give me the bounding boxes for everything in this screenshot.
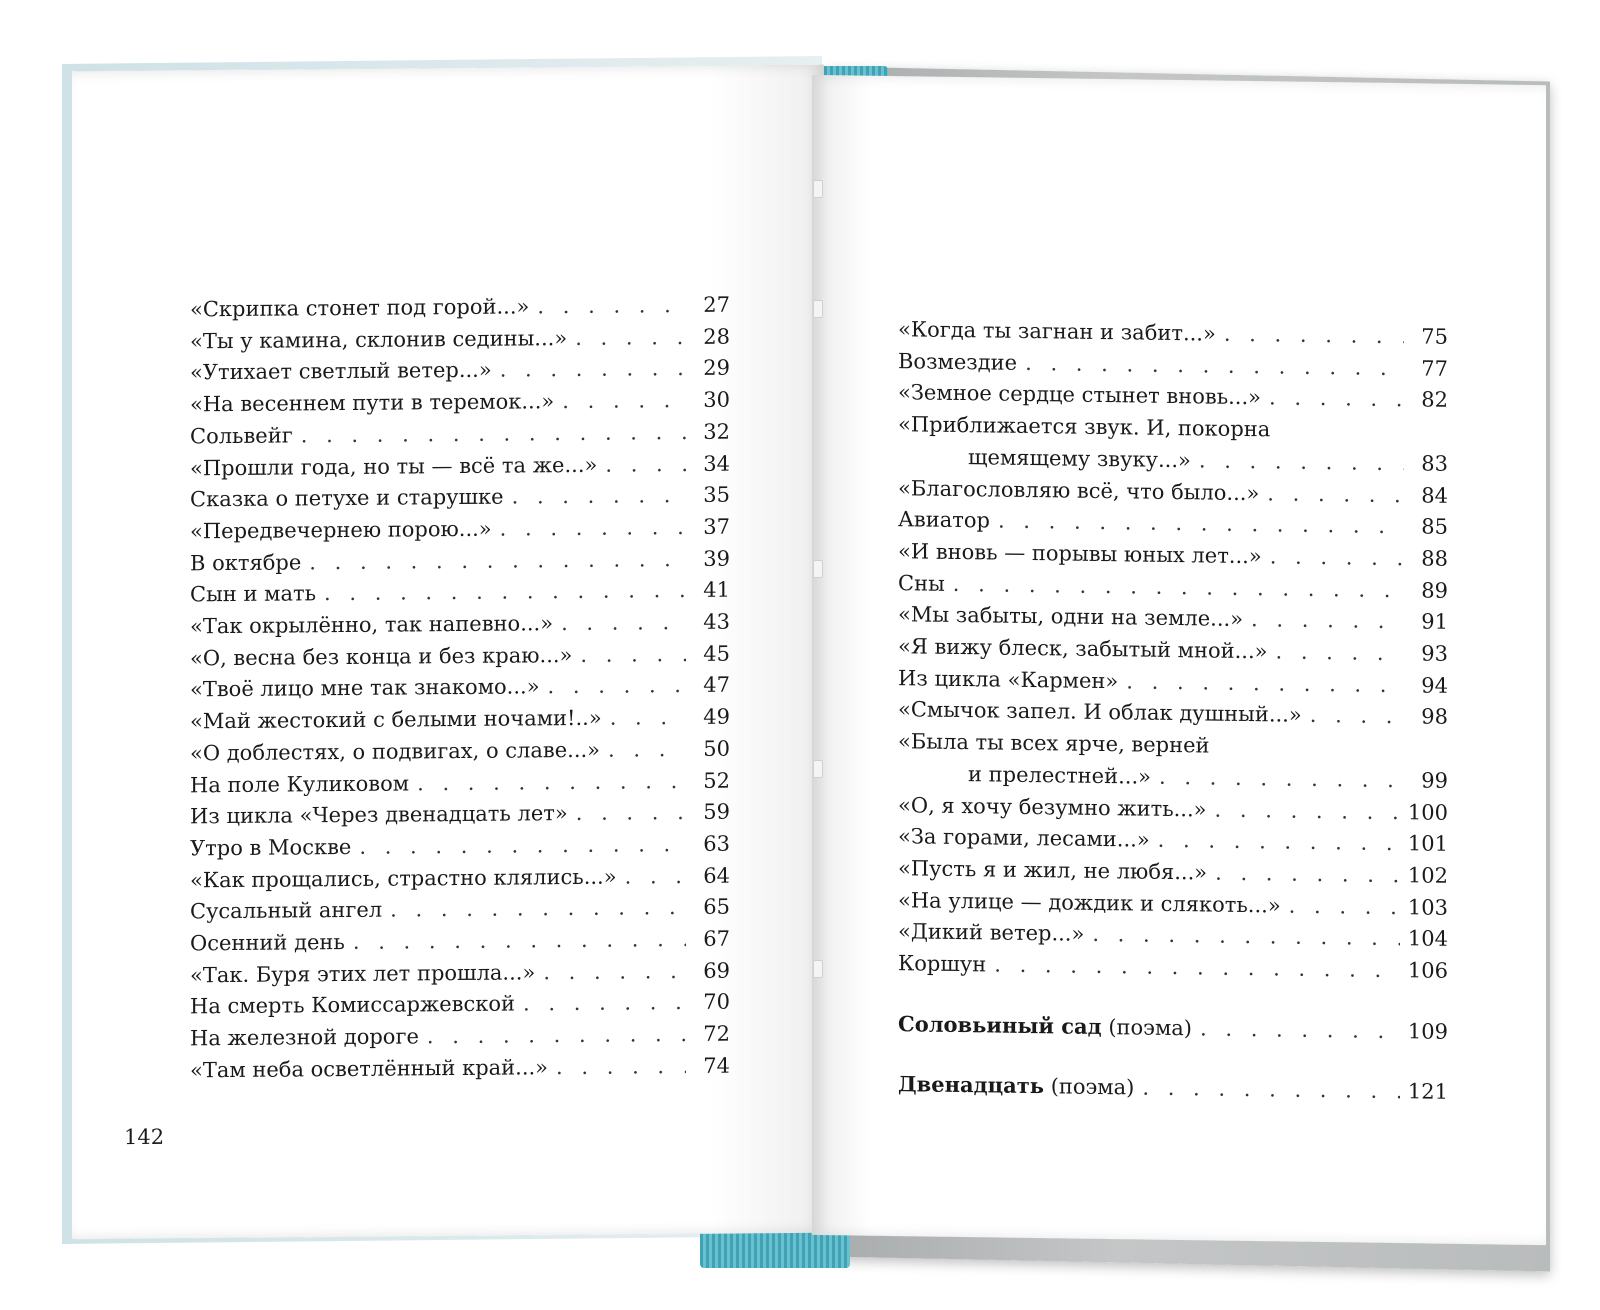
toc-entry: [190, 321, 730, 357]
toc-entry-page: 74: [703, 1053, 730, 1078]
dot-leader: [1251, 604, 1404, 638]
dot-leader: [324, 575, 686, 610]
toc-entry-page: 34: [703, 451, 730, 476]
toc-entry-title: [898, 1069, 1134, 1105]
toc-entry-title: «И вновь — порывы юных лет...»: [898, 539, 1262, 569]
dot-leader: [353, 924, 686, 959]
toc-entry-page: 109: [1407, 1019, 1448, 1044]
toc-entry-page: 75: [1421, 324, 1448, 349]
toc-entry-title: «Дикий ветер...»: [898, 919, 1085, 947]
toc-entry: [190, 702, 730, 738]
toc-entry-page: 52: [703, 768, 730, 793]
toc-entry-title: В октябре: [190, 550, 302, 575]
toc-entry-page: 64: [703, 863, 730, 888]
toc-entry: [190, 638, 730, 674]
toc-entry-page: 69: [703, 958, 730, 983]
toc-entry-title: Осенний день: [190, 930, 345, 956]
toc-entry-title: щемящему звуку...»: [968, 444, 1191, 473]
toc-entry: [190, 797, 730, 833]
toc-entry-page: 100: [1407, 799, 1448, 825]
dot-leader: [543, 956, 686, 989]
toc-entry-page: 91: [1421, 609, 1448, 635]
toc-entry: [190, 733, 730, 769]
toc-entry: [190, 829, 730, 865]
dot-leader: [1199, 445, 1404, 480]
toc-entry-page: 27: [703, 292, 730, 317]
dot-leader: [556, 1051, 686, 1084]
toc-entry-page: 101: [1407, 831, 1448, 857]
toc-entry: [190, 448, 730, 484]
dot-leader: [1275, 636, 1404, 669]
toc-entry-page: 45: [703, 641, 730, 666]
toc-entry: [190, 353, 730, 389]
dot-leader: [575, 322, 686, 355]
toc-entry: [190, 480, 730, 516]
table-of-contents-left: [190, 290, 730, 1087]
toc-entry-page: 39: [703, 546, 730, 571]
toc-entry: [898, 948, 1448, 987]
toc-entry: [898, 1008, 1448, 1048]
toc-entry-title: Из цикла «Кармен»: [898, 665, 1119, 693]
dot-leader: [1158, 825, 1400, 860]
dot-leader: [548, 670, 686, 703]
toc-entry: [190, 416, 730, 452]
toc-entry-page: 88: [1421, 546, 1448, 571]
toc-entry-page: 99: [1421, 768, 1448, 793]
toc-entry: [190, 860, 730, 896]
dot-leader: [359, 829, 686, 864]
dot-leader: [576, 797, 686, 830]
page-number: 142: [124, 1124, 165, 1150]
poem-note: (поэма): [1108, 1014, 1192, 1041]
toc-entry-title: «Земное сердце стынет вновь...»: [898, 380, 1262, 410]
binding-stitch: [813, 760, 823, 778]
dot-leader: [610, 702, 686, 734]
toc-entry: [190, 543, 730, 579]
toc-entry-page: 32: [703, 419, 730, 444]
dot-leader: [301, 417, 686, 452]
dot-leader: [580, 639, 686, 672]
toc-entry-title: «Ты у камина, склонив седины...»: [190, 325, 568, 354]
toc-entry-title: Сольвейг: [190, 423, 293, 449]
toc-entry: [190, 765, 730, 801]
toc-entry: [190, 1051, 730, 1087]
toc-entry: [190, 512, 730, 548]
toc-entry-title: «Как прощались, страстно клялись...»: [190, 864, 617, 893]
toc-entry-title: «Мы забыты, одни на земле...»: [898, 602, 1244, 632]
dot-leader: [605, 449, 686, 481]
toc-entry-title: Сны: [898, 570, 945, 596]
toc-entry-title: «О, весна без конца и без краю...»: [190, 642, 573, 671]
toc-entry-title: «Так. Буря этих лет прошла...»: [190, 960, 536, 988]
dot-leader: [1092, 919, 1400, 955]
toc-entry-title: Утро в Москве: [190, 834, 352, 861]
toc-entry-title: «Май жестокий с белыми ночами!..»: [190, 705, 602, 734]
dot-leader: [608, 734, 686, 766]
toc-entry-page: 94: [1421, 673, 1448, 698]
toc-entry-page: 47: [703, 673, 730, 698]
toc-entry-page: 85: [1421, 514, 1448, 540]
toc-entry-page: 84: [1421, 482, 1448, 508]
toc-entry-title: «На улице — дождик и слякоть...»: [898, 887, 1281, 918]
dot-leader: [994, 950, 1400, 987]
binding-stitch: [813, 180, 823, 198]
toc-entry-title: «Пусть я и жил, не любя...»: [898, 856, 1208, 885]
toc-entry-title: Из цикла «Через двенадцать лет»: [190, 801, 568, 829]
toc-entry: [190, 385, 730, 421]
toc-entry-title: На смерть Комиссаржевской: [190, 991, 516, 1019]
binding-stitch: [813, 560, 823, 578]
dot-leader: [1310, 700, 1404, 733]
toc-entry-page: 83: [1421, 451, 1448, 476]
toc-entry-page: 63: [703, 831, 730, 856]
dot-leader: [1224, 319, 1404, 353]
dot-leader: [500, 512, 686, 545]
toc-entry-page: 67: [703, 926, 730, 951]
toc-entry-title: «Прошли года, но ты — всё та же...»: [190, 452, 598, 480]
toc-entry: [190, 290, 730, 326]
toc-entry: [190, 575, 730, 611]
toc-entry-page: 104: [1407, 926, 1448, 952]
toc-entry-page: 70: [703, 990, 730, 1015]
toc-entry-page: 106: [1407, 958, 1448, 983]
toc-entry-title: и прелестней...»: [968, 761, 1151, 789]
table-of-contents-right: [898, 314, 1448, 1109]
toc-entry-title: «Когда ты загнан и забит...»: [898, 317, 1216, 346]
toc-entry-title: Сусальный ангел: [190, 898, 383, 924]
toc-entry-page: 103: [1407, 894, 1448, 920]
dot-leader: [1289, 890, 1400, 923]
toc-entry-page: 89: [1421, 578, 1448, 603]
toc-entry-title: Возмездие: [898, 348, 1018, 375]
dot-leader: [1200, 1013, 1400, 1047]
toc-entry-title: «За горами, лесами...»: [898, 824, 1150, 852]
dot-leader: [1215, 794, 1400, 828]
toc-entry-title: «Я вижу блеск, забытый мной...»: [898, 634, 1268, 664]
toc-entry: [190, 955, 730, 991]
toc-entry-title: Авиатор: [898, 507, 990, 533]
dot-leader: [1269, 383, 1404, 417]
toc-entry-title: Коршун: [898, 951, 987, 977]
dot-leader: [1159, 762, 1404, 797]
toc-entry-page: 50: [703, 736, 730, 761]
toc-entry-title: «На весеннем пути в теремок...»: [190, 389, 555, 417]
dot-leader: [1267, 478, 1404, 512]
dot-leader: [537, 290, 686, 323]
toc-entry: [190, 1019, 730, 1055]
toc-entry-title: На железной дороге: [190, 1024, 419, 1051]
binding-stitch: [813, 960, 823, 978]
poem-title: Двенадцать: [898, 1071, 1044, 1099]
poem-note: (поэма): [1050, 1074, 1135, 1100]
dot-leader: [390, 892, 686, 926]
dot-leader: [562, 385, 686, 418]
toc-entry: [190, 924, 730, 960]
toc-entry-page: 29: [703, 356, 730, 381]
toc-entry-title: [898, 1008, 1192, 1045]
dot-leader: [417, 766, 686, 800]
toc-entry-page: 59: [703, 799, 730, 825]
toc-entry: [190, 987, 730, 1023]
toc-entry-page: 102: [1407, 863, 1448, 888]
toc-entry: [190, 670, 730, 706]
toc-entry-title: «Была ты всех ярче, верней: [898, 729, 1210, 758]
toc-entry-title: Сказка о петухе и старушке: [190, 484, 504, 512]
dot-leader: [309, 544, 686, 579]
toc-entry-title: «Приближается звук. И, покорна: [898, 412, 1271, 442]
dot-leader: [427, 1019, 686, 1053]
toc-entry-title: «Так окрылённо, так напевно...»: [190, 611, 554, 639]
binding-stitch: [813, 300, 823, 318]
toc-entry-page: 98: [1421, 704, 1448, 730]
poem-title: Соловьиный сад: [898, 1010, 1102, 1039]
toc-entry-title: На поле Куликовом: [190, 770, 410, 797]
dot-leader: [1126, 666, 1404, 702]
toc-entry-title: «О доблестях, о подвигах, о славе...»: [190, 737, 601, 766]
toc-entry-page: 43: [703, 609, 730, 634]
toc-entry-page: 41: [703, 577, 730, 603]
toc-entry-page: 28: [703, 324, 730, 349]
dot-leader: [512, 480, 686, 513]
toc-entry-page: 65: [703, 895, 730, 920]
toc-entry: [190, 892, 730, 928]
toc-entry-title: «Передвечернею порою...»: [190, 516, 492, 544]
toc-entry-title: «Утихает светлый ветер...»: [190, 358, 492, 385]
toc-entry-page: 121: [1407, 1079, 1448, 1105]
toc-entry: [190, 607, 730, 643]
toc-entry-page: 82: [1421, 387, 1448, 413]
toc-entry-page: 49: [703, 704, 730, 730]
dot-leader: [1215, 858, 1400, 892]
toc-entry-title: «Благословляю всё, что было...»: [898, 475, 1260, 505]
dot-leader: [523, 987, 686, 1020]
toc-entry-page: 72: [703, 1021, 730, 1047]
toc-entry-page: 30: [703, 387, 730, 412]
toc-entry-title: Сын и мать: [190, 581, 317, 607]
toc-entry-title: «Смычок запел. И облак душный...»: [898, 697, 1302, 728]
dot-leader: [1142, 1073, 1400, 1108]
toc-entry-page: 37: [703, 514, 730, 539]
toc-entry-page: 77: [1421, 356, 1448, 381]
dot-leader: [561, 607, 686, 640]
toc-entry-title: «Там неба осветлённый край...»: [190, 1055, 549, 1083]
toc-entry-title: «О, я хочу безумно жить...»: [898, 792, 1207, 822]
dot-leader: [1025, 348, 1404, 385]
toc-entry-page: 93: [1421, 641, 1448, 666]
toc-entry-title: «Скрипка стонет под горой...»: [190, 294, 530, 322]
toc-entry-title: «Твоё лицо мне так знакомо...»: [190, 674, 540, 702]
dot-leader: [500, 353, 686, 386]
toc-entry-page: 35: [703, 482, 730, 508]
dot-leader: [625, 861, 686, 893]
dot-leader: [1270, 541, 1404, 575]
